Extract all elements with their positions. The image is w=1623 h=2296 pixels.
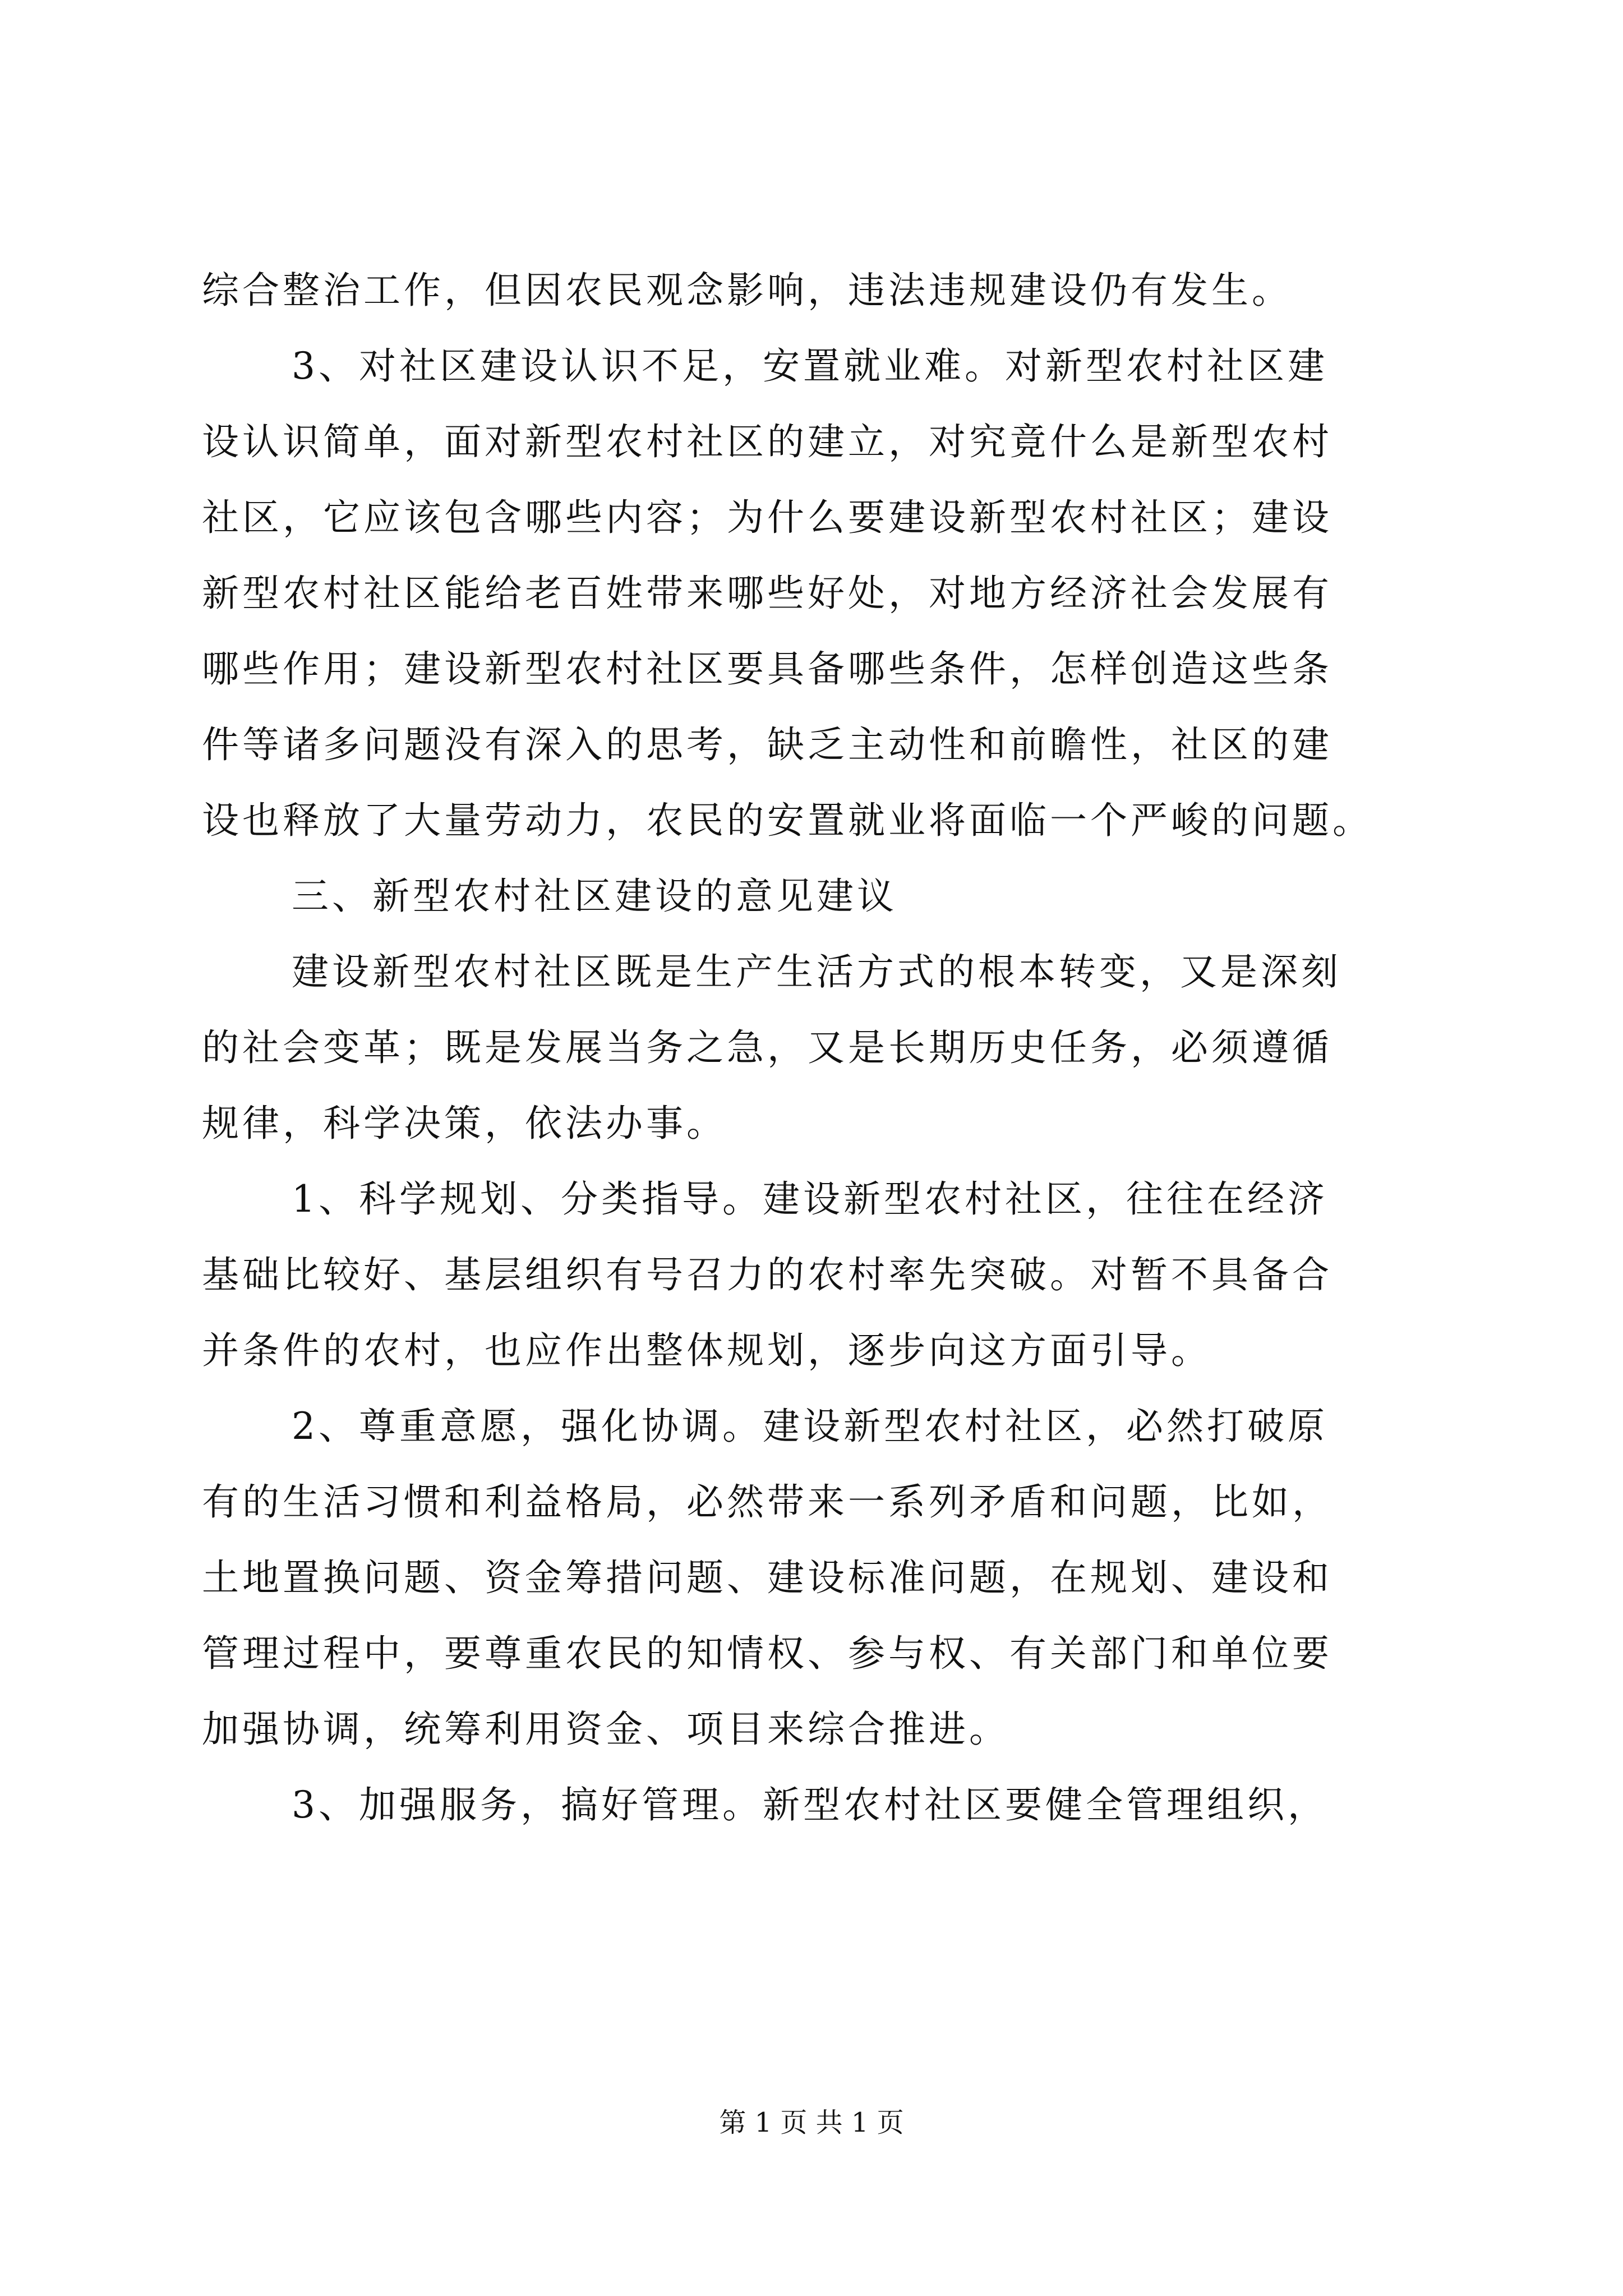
document-body	[202, 252, 1430, 1843]
text-line: 件等诸多问题没有深入的思考，缺乏主动性和前瞻性，社区的建	[202, 723, 1332, 766]
text-line: 社区，它应该包含哪些内容；为什么要建设新型农村社区；建设	[202, 496, 1332, 539]
text-line: 新型农村社区能给老百姓带来哪些好处，对地方经济社会发展有	[202, 572, 1332, 615]
text-line: 的社会变革；既是发展当务之急，又是长期历史任务，必须遵循	[202, 1026, 1332, 1069]
text-line: 加强协调，统筹利用资金、项目来综合推进。	[202, 1708, 1009, 1751]
text-line: 3、对社区建设认识不足，安置就业难。对新型农村社区建	[292, 344, 1328, 388]
text-line: 1、科学规划、分类指导。建设新型农村社区，往往在经济	[292, 1177, 1328, 1221]
text-line: 并条件的农村，也应作出整体规划，逐步向这方面引导。	[202, 1329, 1211, 1372]
text-line: 设认识简单，面对新型农村社区的建立，对究竟什么是新型农村	[202, 420, 1332, 463]
text-line: 土地置换问题、资金筹措问题、建设标准问题，在规划、建设和	[202, 1556, 1332, 1599]
text-line: 设也释放了大量劳动力，农民的安置就业将面临一个严峻的问题。	[202, 799, 1373, 842]
text-line: 哪些作用；建设新型农村社区要具备哪些条件，怎样创造这些条	[202, 647, 1332, 691]
text-line: 建设新型农村社区既是生产生活方式的根本转变，又是深刻	[292, 950, 1341, 993]
text-line: 有的生活习惯和利益格局，必然带来一系列矛盾和问题，比如，	[202, 1480, 1332, 1524]
text-line: 三、新型农村社区建设的意见建议	[292, 875, 897, 918]
page-footer: 第 1 页 共 1 页	[719, 2107, 904, 2138]
text-line: 3、加强服务，搞好管理。新型农村社区要健全管理组织，	[292, 1783, 1328, 1826]
text-line: 2、尊重意愿，强化协调。建设新型农村社区，必然打破原	[292, 1405, 1328, 1448]
text-line: 综合整治工作，但因农民观念影响，违法违规建设仍有发生。	[202, 269, 1292, 312]
text-line: 管理过程中，要尊重农民的知情权、参与权、有关部门和单位要	[202, 1632, 1332, 1675]
text-line: 基础比较好、基层组织有号召力的农村率先突破。对暂不具备合	[202, 1253, 1332, 1296]
text-line: 规律，科学决策，依法办事。	[202, 1102, 727, 1145]
